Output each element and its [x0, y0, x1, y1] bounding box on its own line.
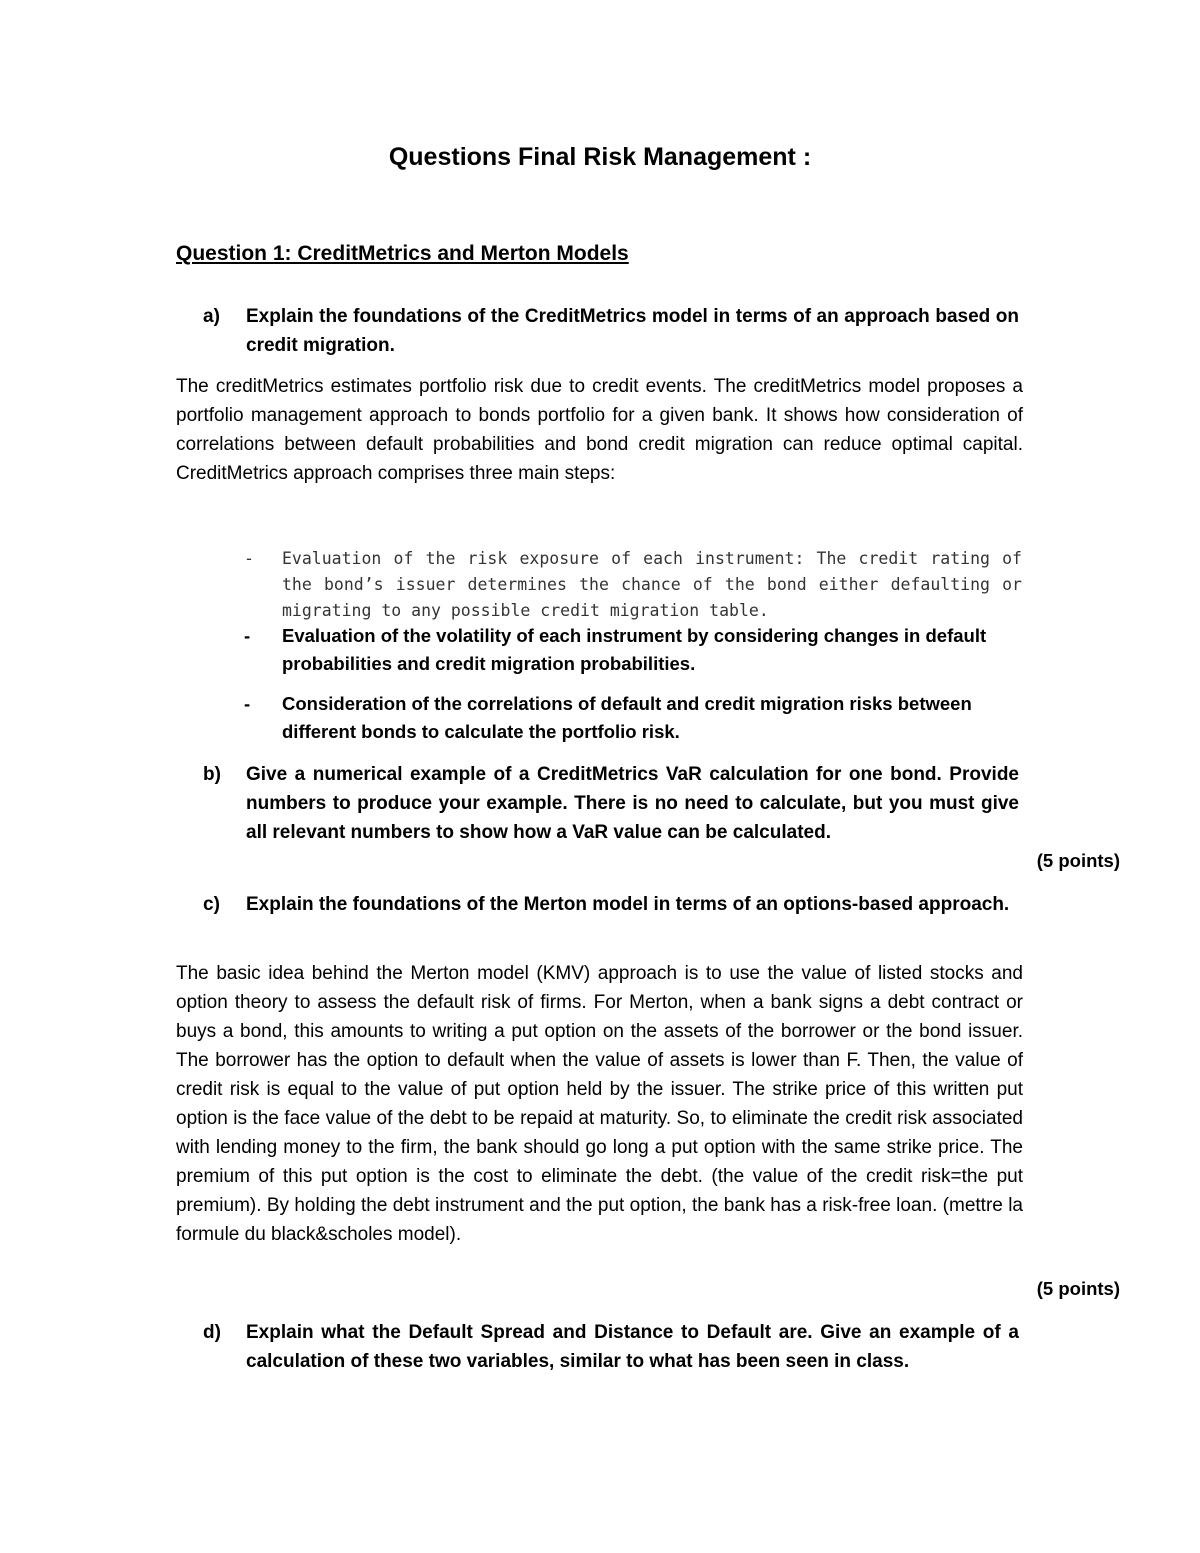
bullet-dash: - — [244, 693, 251, 714]
question-1c-answer: The basic idea behind the Merton model (KMV) approach is to use the value of listed stocks and option theory to assess the default risk of firms. For Merton, when a bank signs a debt contract or buys a bond, this amounts to writing a put option on the assets of the borrower or the bond issuer. The borrower has the option to default when the value of assets is lower than F. Then, the value of credit risk is equal to the value of put option held by the issuer. The strike price of this written put option is the face value of the debt to be repaid at maturity. So, to eliminate the credit risk associated with lending money to the firm, the bank should go long a put option with the same strike price. The premium of this put option is the cost to eliminate the debt. (the value of the credit risk=the put premium). By holding the debt instrument and the put option, the bank has a risk-free loan. (mettre la formule du black&scholes model). — [176, 963, 1023, 1245]
bullet-text: Evaluation of the volatility of each instrument by considering changes in default probabilities and credit migration probabilities. — [282, 625, 987, 674]
question-1d — [203, 1318, 1019, 1376]
question-1b-text: Give a numerical example of a CreditMetrics VaR calculation for one bond. Provide numbers to produce your example. There is no need to calculate, but you must give all relevant numbers to show how a VaR value can be calculated. — [246, 764, 1019, 843]
question-1a-answer: The creditMetrics estimates portfolio risk due to credit events. The creditMetrics model proposes a portfolio management approach to bonds portfolio for a given bank. It shows how consideration of correlations between default probabilities and bond credit migration can reduce optimal capital. CreditMetrics approach comprises three main steps: — [176, 376, 1023, 484]
bullet-text: Consideration of the correlations of default and credit migration risks between different bonds to calculate the portfolio risk. — [282, 693, 972, 742]
bullet-item — [244, 622, 1022, 678]
bullet-item — [244, 546, 1022, 624]
points-label: (5 points) — [1036, 850, 1120, 871]
bullet-dash: - — [244, 549, 254, 568]
question-1c-text: Explain the foundations of the Merton model in terms of an options-based approach. — [246, 894, 1010, 915]
bullet-item — [244, 690, 1022, 746]
question-1a-label: a) — [203, 306, 220, 327]
question-1d-text: Explain what the Default Spread and Distance to Default are. Give an example of a calculation of these two variables, similar to what has been seen in class. — [246, 1322, 1019, 1372]
question-1a-text: Explain the foundations of the CreditMetrics model in terms of an approach based on credit migration. — [246, 306, 1019, 356]
question-1c — [203, 890, 1019, 919]
bullet-text: Evaluation of the risk exposure of each instrument: The credit rating of the bond’s issuer determines the chance of the bond either defaulting or migrating to any possible credit migration table. — [282, 549, 1022, 620]
question-1b-label: b) — [203, 764, 221, 785]
question-1b — [203, 760, 1019, 847]
question-1c-label: c) — [203, 894, 220, 915]
question-1a — [203, 302, 1019, 360]
question-1-heading: Question 1: CreditMetrics and Merton Models — [176, 242, 629, 265]
page-title: Questions Final Risk Management : — [388, 143, 812, 171]
bullet-dash: - — [244, 625, 251, 646]
question-1d-label: d) — [203, 1322, 221, 1343]
points-label: (5 points) — [1036, 1278, 1120, 1299]
